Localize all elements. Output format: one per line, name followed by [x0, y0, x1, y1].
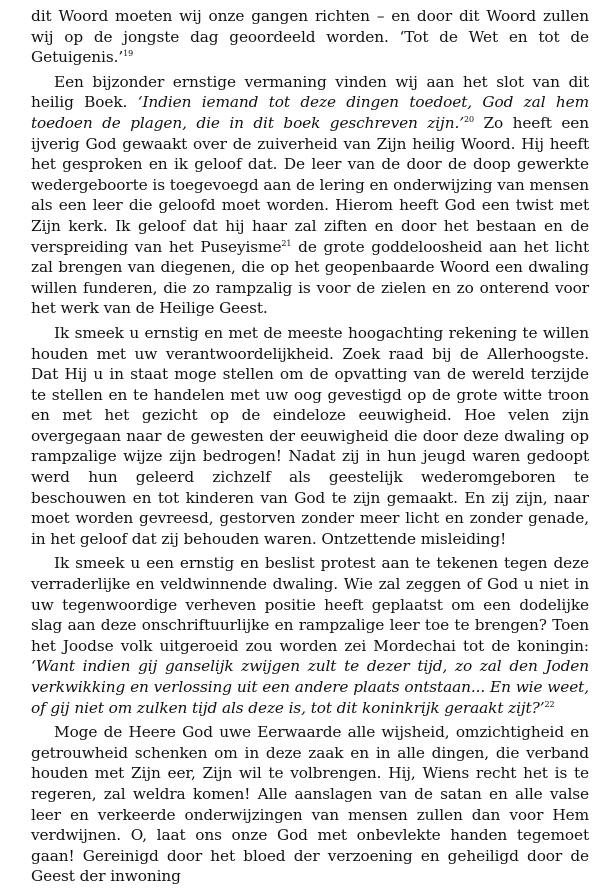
body-paragraph: [31, 323, 589, 550]
document-page: [31, 6, 589, 891]
body-text: de grote goddeloosheid aan het licht zal brengen van diegenen, die op het geopenbaarde Woord een dwaling willen funderen, die zo rampzalig is voor de zielen en zo onterend voor het werk van de Heilige Geest.: [31, 237, 589, 318]
footnote-ref: 22: [544, 699, 555, 709]
body-text: Zo heeft een ijverig God gewaakt over de zuiverheid van Zijn heilig Woord. Hij heeft het gesproken en ik geloof dat. De leer van de door de doop gewerkte wedergeboorte is toegevoegd aan de lering en onderwijzing van mensen als een leer die geloofd moet worden. Hierom heeft God een twist met Zijn kerk. Ik geloof dat hij haar zal ziften en door het bestaan en de verspreiding van het Puseyisme: [31, 113, 589, 256]
footnote-ref: 21: [281, 238, 292, 248]
quotation-text: ‘Indien iemand tot deze dingen toedoet, God zal hem toedoen de plagen, die in dit boek geschreven zijn.’: [31, 93, 589, 132]
body-paragraph: [31, 72, 589, 319]
quotation-text: ‘Want indien gij ganselijk zwijgen zult te dezer tijd, zo zal den Joden verkwikking en verlossing uit een andere plaats ontstaan... En wie weet, of gij niet om zulken tijd als deze is, tot dit koninkrijk geraakt zijt?’: [31, 657, 589, 717]
body-paragraph: [31, 722, 589, 887]
footnote-ref: 20: [463, 114, 474, 124]
footnote-ref: 19: [123, 49, 134, 59]
body-text: Een bijzonder ernstige vermaning vinden wij aan het slot van dit heilig Boek.: [31, 72, 589, 112]
body-paragraph: [31, 553, 589, 718]
body-text: Moge de Heere God uwe Eerwaarde alle wijsheid, omzichtigheid en getrouwheid schenken om in deze zaak en in alle dingen, die verband houden met Zijn eer, Zijn wil te volbrengen. Hij, Wiens recht het is te regeren, zal weldra komen! Alle aanslagen van de satan en alle valse leer en verkeerde onderwijzingen van mensen zullen dan voor Hem verdwijnen. O, laat ons onze God met onbevlekte handen tegemoet gaan! Gereinigd door het bloed der verzoening en geheiligd door de Geest der inwoning: [31, 723, 589, 886]
body-text: Ik smeek u een ernstig en beslist protest aan te tekenen tegen deze verraderlijke en veldwinnende dwaling. Wie zal zeggen of God u niet in uw tegenwoordige verheven positie heeft geplaatst om een dodelijke slag aan deze onschriftuurlijke en rampzalige leer toe te brengen? Toen het Joodse volk uitgeroeid zou worden zei Mordechai tot de koningin:: [31, 554, 589, 655]
body-text: Ik smeek u ernstig en met de meeste hoogachting rekening te willen houden met uw verantwoordelijkheid. Zoek raad bij de Allerhoogste. Dat Hij u in staat moge stellen om de opvatting van de wereld terzijde te stellen en te handelen met uw oog gevestigd op de grote witte troon en met het gezicht op de eindeloze eeuwigheid. Hoe velen zijn overgegaan naar de gewesten der eeuwigheid die door deze dwaling op rampzalige wijze zijn bedrogen! Nadat zij in hun jeugd waren gedoopt werd hun geleerd zichzelf als geestelijk wederomgeboren te beschouwen en tot kinderen van God te zijn gemaakt. En zij zijn, naar moet worden gevreesd, gestorven zonder meer licht en zonder genade, in het geloof dat zij behouden waren. Ontzettende misleiding!: [31, 323, 589, 548]
body-paragraph: [31, 6, 589, 68]
body-text: dit Woord moeten wij onze gangen richten – en door dit Woord zullen wij op de jongste dag geoordeeld worden. ‘Tot de Wet en tot de Getuigenis.’: [31, 7, 589, 67]
